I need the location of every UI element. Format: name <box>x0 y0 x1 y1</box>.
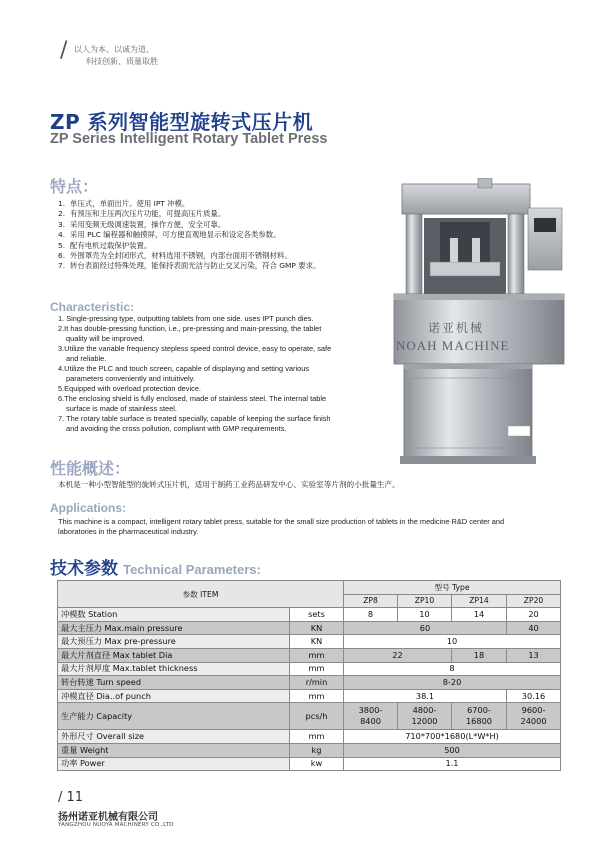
overview-en-heading: Applications: <box>50 501 127 515</box>
list-item: 3. 采用变频无级调速装置，操作方便，安全可靠。 <box>58 219 226 229</box>
header-slash: / <box>60 38 68 63</box>
list-item: 4. 采用 PLC 编程器和触摸屏，可方便直观地显示和设定各类参数。 <box>58 230 281 240</box>
table-row: 最大片剂厚度 Max.tablet thickness mm 8 <box>58 662 561 676</box>
tablet-press-drawing <box>380 178 590 468</box>
motto-line-2: 科技创新、质量取胜 <box>86 57 158 66</box>
tech-heading-en: Technical Parameters: <box>123 562 261 577</box>
type-header: 型号 Type <box>344 581 561 595</box>
features-en-list <box>58 314 378 434</box>
company-name-en: YANGZHOU NUOYA MACHINERY CO.,LTD <box>58 822 174 828</box>
overview-cn-heading: 性能概述： <box>50 459 131 478</box>
features-cn-heading: 特点： <box>50 177 99 196</box>
tech-heading <box>50 554 261 579</box>
model-header: ZP8 <box>344 594 398 608</box>
machine-brand-en: NOAH MACHINE <box>396 338 510 353</box>
company-name-cn: 扬州诺亚机械有限公司 <box>58 812 158 823</box>
table-row: 最大预压力 Max pre-pressure KN 10 <box>58 635 561 649</box>
list-item: 6. 外围罩壳为全封闭形式，材料选用不锈钢，内部台面用不锈钢材料。 <box>58 251 292 261</box>
list-item: 2.It has double-pressing function, i.e., pre-pressing and main-pressing, the tablet quality will be improved. <box>58 324 322 343</box>
list-item: 4.Utilize the PLC and touch screen, capable of displaying and setting various parameters conveniently and intuitively. <box>58 364 310 383</box>
list-item: 7. The rotary table surface is treated specially, capable of keeping the surface finish and avoiding the cross pollution, compliant with GMP requirements. <box>58 414 331 433</box>
title-en: ZP Series Intelligent Rotary Tablet Press <box>50 131 328 147</box>
spec-table <box>57 580 561 771</box>
model-header: ZP10 <box>398 594 452 608</box>
table-row: 外形尺寸 Overall size mm 710*700*1680(L*W*H) <box>58 730 561 744</box>
page-number: / 11 <box>58 790 84 805</box>
list-item: 7. 转台表面经过特殊处理，能保持表面光洁与防止交叉污染，符合 GMP 要求。 <box>58 261 321 271</box>
machine-brand-cn: 诺亚机械 <box>428 321 485 335</box>
overview-en-text: This machine is a compact, intelligent rotary tablet press, suitable for the small size production of tablets in the medicine R&D center and laboratories in the pharmaceutical industry. <box>58 517 505 536</box>
list-item: 1. Single-pressing type, outputting tablets from one side. uses IPT punch dies. <box>58 314 314 323</box>
table-row: 冲模直径 Dia..of punch mm 38.1 30.16 <box>58 689 561 703</box>
table-row: 最大片剂直径 Max tablet Dia mm 22 18 13 <box>58 648 561 662</box>
header-motto <box>74 44 158 68</box>
table-row: 重量 Weight kg 500 <box>58 743 561 757</box>
list-item: 1. 单压式，单面出片。使用 IPT 冲模。 <box>58 199 190 208</box>
list-item: 2. 有预压和主压两次压片功能，可提高压片质量。 <box>58 209 226 219</box>
model-header: ZP20 <box>507 594 561 608</box>
table-row: 转台转速 Turn speed r/min 8-20 <box>58 676 561 690</box>
title-cn: ZP 系列智能型旋转式压片机 <box>50 110 314 134</box>
table-row: 最大主压力 Max.main pressure KN 60 40 <box>58 621 561 635</box>
overview-cn-text: 本机是一种小型智能型的旋转式压片机，适用于制药工业药品研发中心、实验室等片剂的小批量生产。 <box>58 480 400 489</box>
model-header: ZP14 <box>452 594 507 608</box>
param-header: 参数 ITEM <box>58 581 344 608</box>
list-item: 5.Equipped with overload protection device. <box>58 384 201 393</box>
motto-line-1: 以人为本、以诚为道、 <box>74 45 154 54</box>
table-row: 生产能力 Capacity pcs/h 3800- 8400 4800- 12000 6700- 16800 9600- 24000 <box>58 703 561 730</box>
tablet-press-machine-image <box>380 178 590 468</box>
table-row: 功率 Power kw 1.1 <box>58 757 561 771</box>
list-item: 3.Utilize the variable frequency stepless speed control device, easy to operate, safe and reliable. <box>58 344 332 363</box>
list-item: 5. 配有电机过载保护装置。 <box>58 240 152 250</box>
tech-heading-cn: 技术参数 <box>50 559 118 579</box>
features-en-heading: Characteristic: <box>50 300 135 314</box>
table-row: 冲模数 Station sets 8 10 14 20 <box>58 608 561 622</box>
features-cn-list <box>58 199 378 272</box>
list-item: 6.The enclosing shield is fully enclosed, made of stainless steel. The internal table surface is made of stainless steel. <box>58 394 327 413</box>
